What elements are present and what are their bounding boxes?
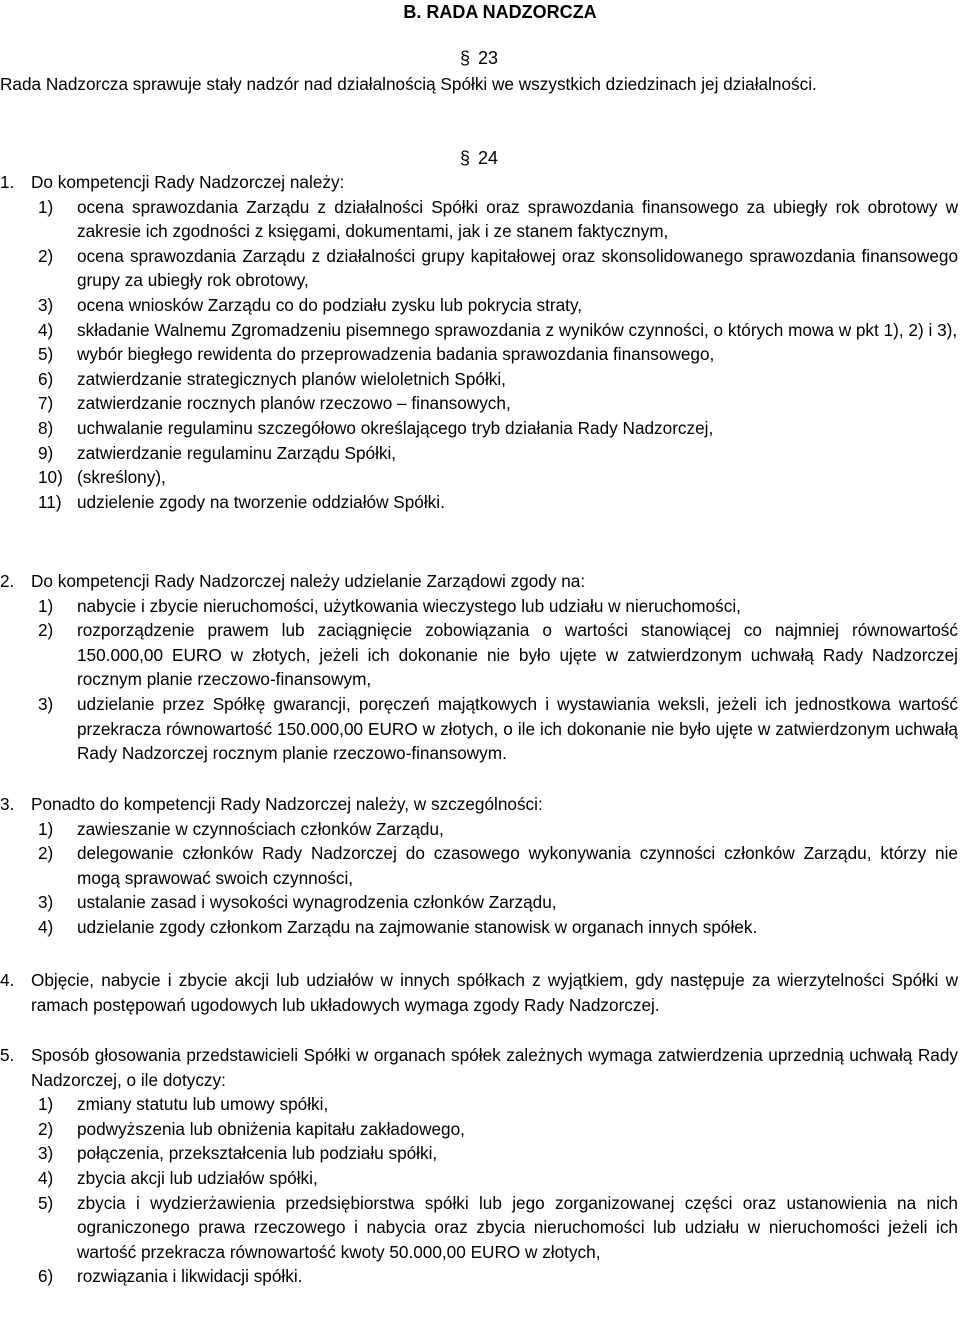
paragraph-number: 23 [478, 48, 499, 68]
list-item [0, 1191, 958, 1265]
list-item-number: 3) [38, 1143, 54, 1164]
list-item [0, 1141, 958, 1166]
list-item-number: 6) [38, 368, 54, 389]
section-sign: § [460, 148, 471, 168]
list-item [0, 367, 958, 392]
list-item-text: zbycia i wydzierżawienia przedsiębiorstwa spółki lub jego zorganizowanej części oraz ustanowienia na nich ograniczonego prawa rzeczowego i nabycia oraz zbycia nieruchomości lub udziału w nieruchomości jeżeli ich wartość przekracza równowartość kwoty 50.000,00 EURO w złotych, [77, 1192, 958, 1262]
paragraph-23-text: Rada Nadzorcza sprawuje stały nadzór nad działalnością Spółki we wszystkich dziedzinach jej działalności. [0, 74, 817, 94]
list-item [0, 890, 958, 915]
list-item-number: 3) [38, 892, 54, 913]
list-item-text: ustalanie zasad i wysokości wynagrodzenia członków Zarządu, [77, 892, 557, 913]
list-item [0, 594, 958, 619]
list-item [0, 817, 958, 842]
section-intro [0, 1043, 958, 1092]
list-item-number: 4) [38, 1167, 54, 1188]
list-item-text: (skreślony), [77, 467, 166, 488]
list-item-number: 6) [38, 1266, 54, 1287]
list-item-text: ocena sprawozdania Zarządu z działalności grupy kapitałowej oraz skonsolidowanego sprawozdania finansowego grupy za ubiegły rok obrotowy, [77, 245, 958, 291]
list-item-number: 1) [38, 595, 54, 616]
list-item [0, 195, 958, 244]
list-item-text: połączenia, przekształcenia lub podziału spółki, [77, 1143, 438, 1164]
section-1 [0, 170, 958, 514]
chapter-title: B. RADA NADZORCZA [403, 2, 597, 22]
list-item [0, 441, 958, 466]
list-item-number: 1) [38, 818, 54, 839]
section-number: 5. [0, 1045, 15, 1065]
paragraph-number: 24 [478, 148, 499, 168]
list-item-number: 4) [38, 916, 54, 937]
list-item [0, 293, 958, 318]
list-item-text: uchwalanie regulaminu szczegółowo określającego tryb działania Rady Nadzorczej, [77, 417, 714, 438]
list-item-text: delegowanie członków Rady Nadzorczej do czasowego wykonywania czynności członków Zarządu, którzy nie mogą sprawować swoich czynności, [77, 843, 958, 888]
list-item-number: 2) [38, 620, 54, 641]
list-item-number: 7) [38, 393, 54, 414]
list-item-text: udzielenie zgody na tworzenie oddziałów Spółki. [77, 491, 445, 512]
section-intro [0, 968, 958, 1017]
section-2 [0, 569, 958, 766]
list-item-text: wybór biegłego rewidenta do przeprowadzenia badania sprawozdania finansowego, [77, 344, 715, 365]
list-item-text: zbycia akcji lub udziałów spółki, [77, 1167, 318, 1188]
list-item-text: podwyższenia lub obniżenia kapitału zakładowego, [77, 1118, 465, 1139]
list-item-number: 5) [38, 344, 54, 365]
list-item-number: 8) [38, 417, 54, 438]
list-item [0, 244, 958, 293]
list-item [0, 1092, 958, 1117]
list-item [0, 841, 958, 890]
list-item [0, 692, 958, 766]
list-item-number: 11) [38, 491, 62, 512]
list-item-text: rozporządzenie prawem lub zaciągnięcie zobowiązania o wartości stanowiącej co najmniej równowartość 150.000,00 EURO w złotych, jeżeli ich dokonanie nie było ujęte w zatwierdzonym uchwałą Rady Nadzorczej rocznym planie rzeczowo-finansowym, [77, 620, 958, 690]
section-intro [0, 792, 958, 817]
section-number: 1. [0, 172, 15, 192]
list-item-number: 1) [38, 1094, 54, 1115]
section-3 [0, 792, 958, 940]
section-item-list [0, 817, 958, 940]
list-item [0, 1166, 958, 1191]
section-number: 2. [0, 571, 15, 591]
list-item [0, 490, 958, 515]
section-item-list [0, 1092, 958, 1289]
list-item [0, 465, 958, 490]
section-number: 3. [0, 794, 15, 814]
list-item-number: 4) [38, 319, 54, 340]
list-item [0, 1117, 958, 1142]
section-5 [0, 1043, 958, 1289]
list-item [0, 618, 958, 692]
list-item-text: zatwierdzanie strategicznych planów wieloletnich Spółki, [77, 368, 506, 389]
list-item-number: 2) [38, 1118, 54, 1139]
section-intro-text: Ponadto do kompetencji Rady Nadzorczej należy, w szczególności: [31, 794, 543, 814]
list-item-number: 5) [38, 1192, 54, 1213]
list-item-text: zatwierdzanie rocznych planów rzeczowo – finansowych, [77, 393, 511, 414]
section-sign: § [460, 48, 471, 68]
paragraph-24-heading [460, 146, 498, 170]
list-item [0, 342, 958, 367]
section-intro [0, 569, 958, 594]
section-intro-text: Sposób głosowania przedstawicieli Spółki w organach spółek zależnych wymaga zatwierdzenia uprzednią uchwałą Rady Nadzorczej, o ile dotyczy: [31, 1045, 958, 1090]
list-item-number: 9) [38, 442, 54, 463]
list-item-text: składanie Walnemu Zgromadzeniu pisemnego sprawozdania z wyników czynności, o których mowa w pkt 1), 2) i 3), [77, 319, 958, 340]
paragraph-23-heading [460, 46, 498, 70]
list-item-number: 2) [38, 843, 54, 864]
section-item-list [0, 594, 958, 766]
section-4 [0, 968, 958, 1017]
list-item-number: 1) [38, 196, 54, 217]
list-item [0, 915, 958, 940]
list-item-text: udzielanie zgody członkom Zarządu na zajmowanie stanowisk w organach innych spółek. [77, 916, 758, 937]
list-item-number: 2) [38, 245, 54, 266]
list-item-text: zawieszanie w czynnościach członków Zarządu, [77, 818, 444, 839]
list-item [0, 318, 958, 343]
list-item [0, 416, 958, 441]
list-item-text: rozwiązania i likwidacji spółki. [77, 1266, 303, 1287]
section-intro-text: Do kompetencji Rady Nadzorczej należy udzielanie Zarządowi zgody na: [31, 571, 586, 591]
section-intro-text: Objęcie, nabycie i zbycie akcji lub udziałów w innych spółkach z wyjątkiem, gdy następuje za wierzytelności Spółki w ramach postępowań ugodowych lub układowych wymaga zgody Rady Nadzorczej. [31, 970, 958, 1015]
section-intro-text: Do kompetencji Rady Nadzorczej należy: [31, 172, 345, 192]
section-intro [0, 170, 958, 195]
list-item-text: udzielanie przez Spółkę gwarancji, poręczeń majątkowych i wystawiania weksli, jeżeli ich jednostkowa wartość przekracza równowartość 150.000,00 EURO w złotych, o ile ich dokonanie nie było ujęte w zatwierdzonym uchwałą Rady Nadzorczej rocznym planie rzeczowo-finansowym. [77, 693, 958, 764]
list-item-text: ocena sprawozdania Zarządu z działalności Spółki oraz sprawozdania finansowego za ubiegły rok obrotowy w zakresie ich zgodności z księgami, dokumentami, jak i ze stanem faktycznym, [77, 196, 958, 242]
list-item-number: 10) [38, 467, 63, 488]
list-item [0, 391, 958, 416]
list-item-text: ocena wniosków Zarządu co do podziału zysku lub pokrycia straty, [77, 294, 583, 315]
list-item-text: zmiany statutu lub umowy spółki, [77, 1094, 329, 1115]
list-item [0, 1264, 958, 1289]
list-item-text: zatwierdzanie regulaminu Zarządu Spółki, [77, 442, 397, 463]
section-item-list [0, 195, 958, 515]
list-item-text: nabycie i zbycie nieruchomości, użytkowania wieczystego lub udziału w nieruchomości, [77, 595, 741, 616]
section-number: 4. [0, 970, 15, 990]
list-item-number: 3) [38, 693, 54, 714]
list-item-number: 3) [38, 294, 54, 315]
